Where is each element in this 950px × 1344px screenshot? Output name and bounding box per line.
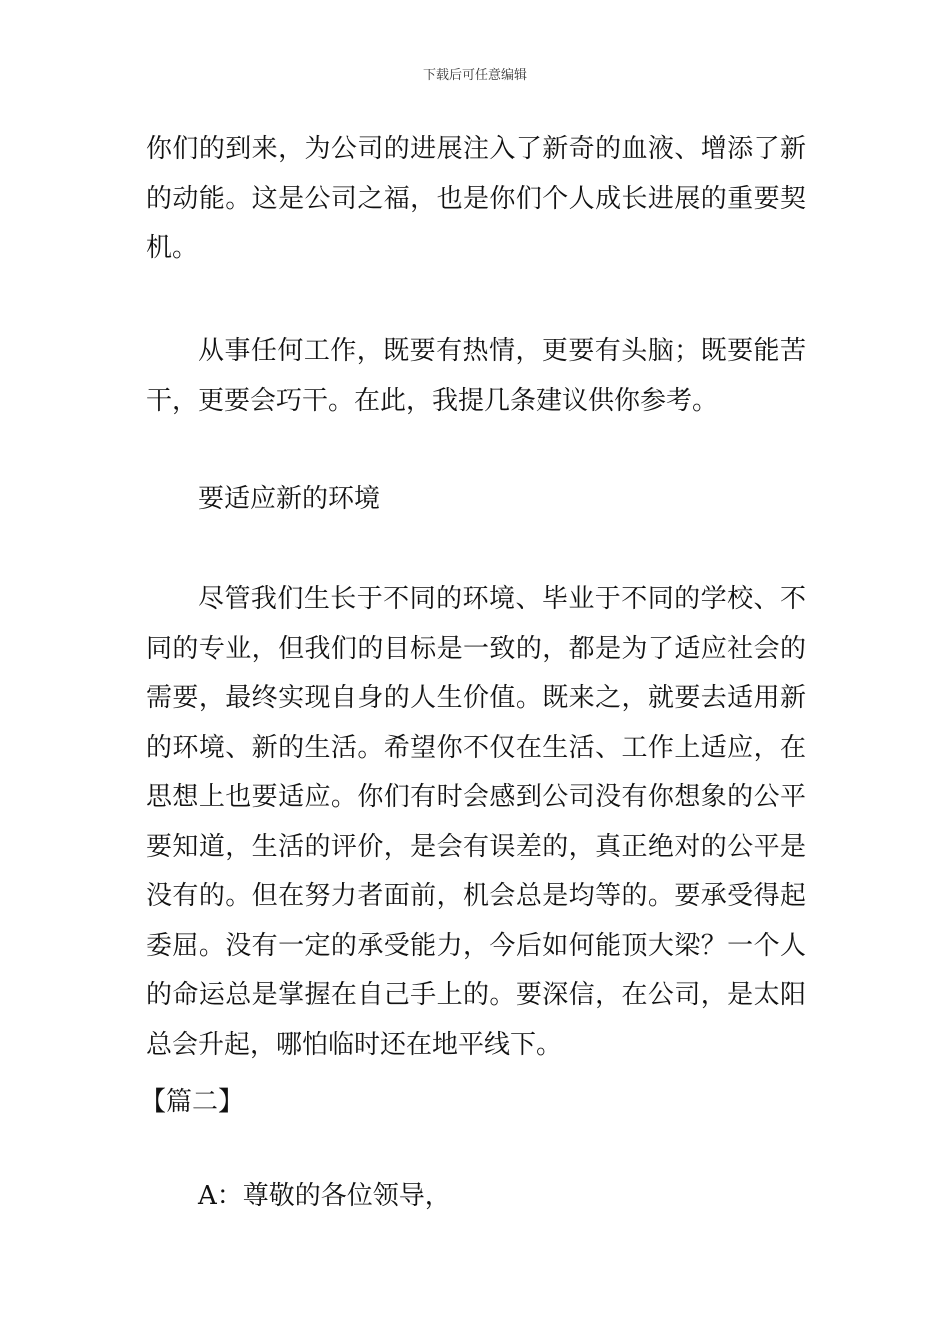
- section-marker: 【篇二】: [140, 1087, 245, 1117]
- header-note: 下载后可任意编辑: [422, 68, 527, 83]
- paragraph-salutation: A：尊敬的各位领导，: [198, 1181, 451, 1211]
- paragraph-suggestions: 从事任何工作，既要有热情，更要有头脑；既要能苦干，更要会巧干。在此，我提几条建议供你参考。: [146, 336, 806, 416]
- section-heading-adapt: 要适应新的环境: [198, 484, 381, 514]
- paragraph-adapt: 尽管我们生长于不同的环境、毕业于不同的学校、不同的专业，但我们的目标是一致的，都是为了适应社会的需要，最终实现自身的人生价值。既来之，就要去适用新的环境、新的生活。希望你不仅在生活、工作上适应，在思想上也要适应。你们有时会感到公司没有你想象的公平要知道，生活的评价，是会有误差的，真正绝对的公平是没有的。但在努力者面前，机会总是均等的。要承受得起委屈。没有一定的承受能力，今后如何能顶大梁？一个人的命运总是掌握在自己手上的。要深信，在公司，是太阳总会升起，哪怕临时还在地平线下。: [146, 584, 806, 1060]
- paragraph-welcome: 你们的到来，为公司的进展注入了新奇的血液、增添了新的动能。这是公司之福，也是你们个人成长进展的重要契机。: [146, 134, 806, 263]
